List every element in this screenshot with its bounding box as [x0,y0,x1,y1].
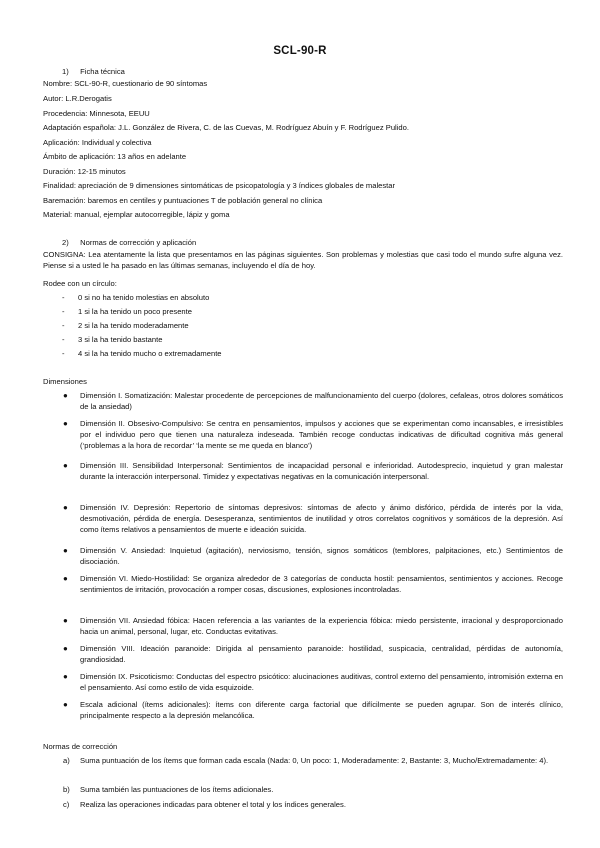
dash-marker: - [62,307,65,316]
dimension-item [63,460,563,482]
step-letter: c) [63,800,70,809]
document-title: SCL-90-R [273,45,327,57]
correction-step [63,784,563,795]
option-item [62,348,222,359]
dimension-text: Dimensión II. Obsesivo-Compulsivo: Se centra en pensamientos, impulsos y acciones que se experimentan como incansables, e irresistibles por el individuo pero que tienen una naturaleza indeseada. También recoge conductas indicativas de dificultad cognitiva más general (‘problemas a la hora de recordar’ ‘la mente se me queda en blanco’) [80,419,563,450]
bullet-icon: ● [63,391,68,400]
dimension-text: Dimensión V. Ansiedad: Inquietud (agitación), nerviosismo, tensión, signos somáticos (temblores, palpitaciones, etc.) Sentimientos de disociación. [80,546,563,566]
dimension-text: Dimensión VIII. Ideación paranoide: Dirigida al pensamiento paranoide: hostilidad, suspicacia, centralidad, pérdidas de autonomía, grandiosidad. [80,644,563,664]
dimension-item [63,643,563,665]
ficha-line: Procedencia: Minnesota, EEUU [43,109,150,118]
dimension-text: Escala adicional (ítems adicionales): ítems con diferente carga factorial que difícilmente se pueden agrupar. Son de interés clínico, principalmente respecto a la depresión melancólica. [80,700,563,720]
option-item [62,306,192,317]
section-title: Normas de corrección y aplicación [80,238,197,247]
step-text: Realiza las operaciones indicadas para obtener el total y los índices generales. [80,800,346,809]
dash-marker: - [62,293,65,302]
section-ficha-heading [62,66,125,77]
bullet-icon: ● [63,672,68,681]
dimension-item [63,545,563,567]
option-text: 4 si la ha tenido mucho o extremadamente [78,349,222,358]
option-item [62,320,189,331]
step-text: Suma puntuación de los ítems que forman cada escala (Nada: 0, Un poco: 1, Moderadamente: 2, Bastante: 3, Mucho/Extremadamente: 4). [80,756,549,765]
step-letter: b) [63,785,70,794]
dimension-text: Dimensión IX. Psicoticismo: Conductas del espectro psicótico: alucinaciones auditivas, control externo del pensamiento, intromisión externa en el pensamiento. Así como estilo de vida esquizoide. [80,672,563,692]
ficha-line: Nombre: SCL-90-R, cuestionario de 90 síntomas [43,79,208,88]
dimension-item [63,502,563,535]
dimension-item [63,671,563,693]
dimension-item [63,699,563,721]
dimension-text: Dimensión VI. Miedo-Hostilidad: Se organiza alrededor de 3 categorías de conducta hostil: pensamientos, sentimientos y acciones. Recoge sentimientos de irritación, provocación a romper cosas, discusiones, explosiones incontroladas. [80,574,563,594]
bullet-icon: ● [63,461,68,470]
dimension-text: Dimensión IV. Depresión: Repertorio de síntomas depresivos: síntomas de afecto y ánimo disfórico, pérdida de interés por la vida, desmotivación, pérdida de energía. Desesperanza, sentimientos de inutilidad y otros correlatos cognitivos y somáticos de la depresión. Así como ítems relativos a pensamientos de muerte e ideación suicida. [80,503,563,534]
dimension-text: Dimensión I. Somatización: Malestar procedente de percepciones de malfuncionamiento del cuerpo (dolores, cefaleas, otros dolores somáticos de la ansiedad) [80,391,563,411]
ficha-line: Ámbito de aplicación: 13 años en adelante [43,152,187,161]
correction-step [63,755,563,766]
ficha-line: Finalidad: apreciación de 9 dimensiones sintomáticas de psicopatología y 3 índices globales de malestar [43,181,396,190]
step-letter: a) [63,756,70,765]
bullet-icon: ● [63,419,68,428]
bullet-icon: ● [63,700,68,709]
dash-marker: - [62,321,65,330]
correction-step [63,799,563,810]
dash-marker: - [62,349,65,358]
ficha-line: Aplicación: Individual y colectiva [43,138,152,147]
consigna-paragraph [43,249,563,271]
bullet-icon: ● [63,503,68,512]
option-item [62,292,209,303]
bullet-icon: ● [63,616,68,625]
ficha-line: Material: manual, ejemplar autocorregible, lápiz y goma [43,210,230,219]
consigna-text: Lea atentamente la lista que presentamos en las páginas siguientes. Son problemas y molestias que casi todo el mundo sufre alguna vez. Piense si a usted le ha pasado en las últimas semanas, incluyendo el día de hoy. [43,250,563,270]
option-text: 2 si la ha tenido moderadamente [78,321,189,330]
step-text: Suma también las puntuaciones de los ítems adicionales. [80,785,274,794]
dimension-item [63,418,563,451]
rodee-label: Rodee con un círculo: [43,279,117,288]
dimension-item [63,615,563,637]
section-title: Ficha técnica [80,67,125,76]
ficha-line: Duración: 12-15 minutos [43,167,126,176]
section-normas-heading [62,237,196,248]
bullet-icon: ● [63,644,68,653]
bullet-icon: ● [63,574,68,583]
ficha-line: Baremación: baremos en centiles y puntuaciones T de población general no clínica [43,196,323,205]
ficha-line: Autor: L.R.Derogatis [43,94,112,103]
option-text: 0 si no ha tenido molestias en absoluto [78,293,210,302]
section-number: 1) [62,67,69,76]
dimension-item [63,573,563,595]
dimension-text: Dimensión III. Sensibilidad Interpersonal: Sentimientos de incapacidad personal e inferioridad. Autodesprecio, inquietud y gran malestar durante la interacción interpersonal. Timidez y expectativas negativas en la comunicación interpersonal. [80,461,563,481]
section-number: 2) [62,238,69,247]
ficha-line: Adaptación española: J.L. González de Rivera, C. de las Cuevas, M. Rodríguez Abuín y F. Rodríguez Pulido. [43,123,409,132]
bullet-icon: ● [63,546,68,555]
option-text: 3 si la ha tenido bastante [78,335,163,344]
dimension-item [63,390,563,412]
option-item [62,334,162,345]
normas-correccion-heading: Normas de corrección [43,742,118,751]
dimension-text: Dimensión VII. Ansiedad fóbica: Hacen referencia a las variantes de la experiencia fóbica: miedo persistente, irracional y desproporcionado hacia un animal, personal, lugar, etc. Conductas evitativas. [80,616,563,636]
dimensiones-heading: Dimensiones [43,377,87,386]
dash-marker: - [62,335,65,344]
consigna-label: CONSIGNA: [43,250,86,259]
option-text: 1 si la ha tenido un poco presente [78,307,192,316]
